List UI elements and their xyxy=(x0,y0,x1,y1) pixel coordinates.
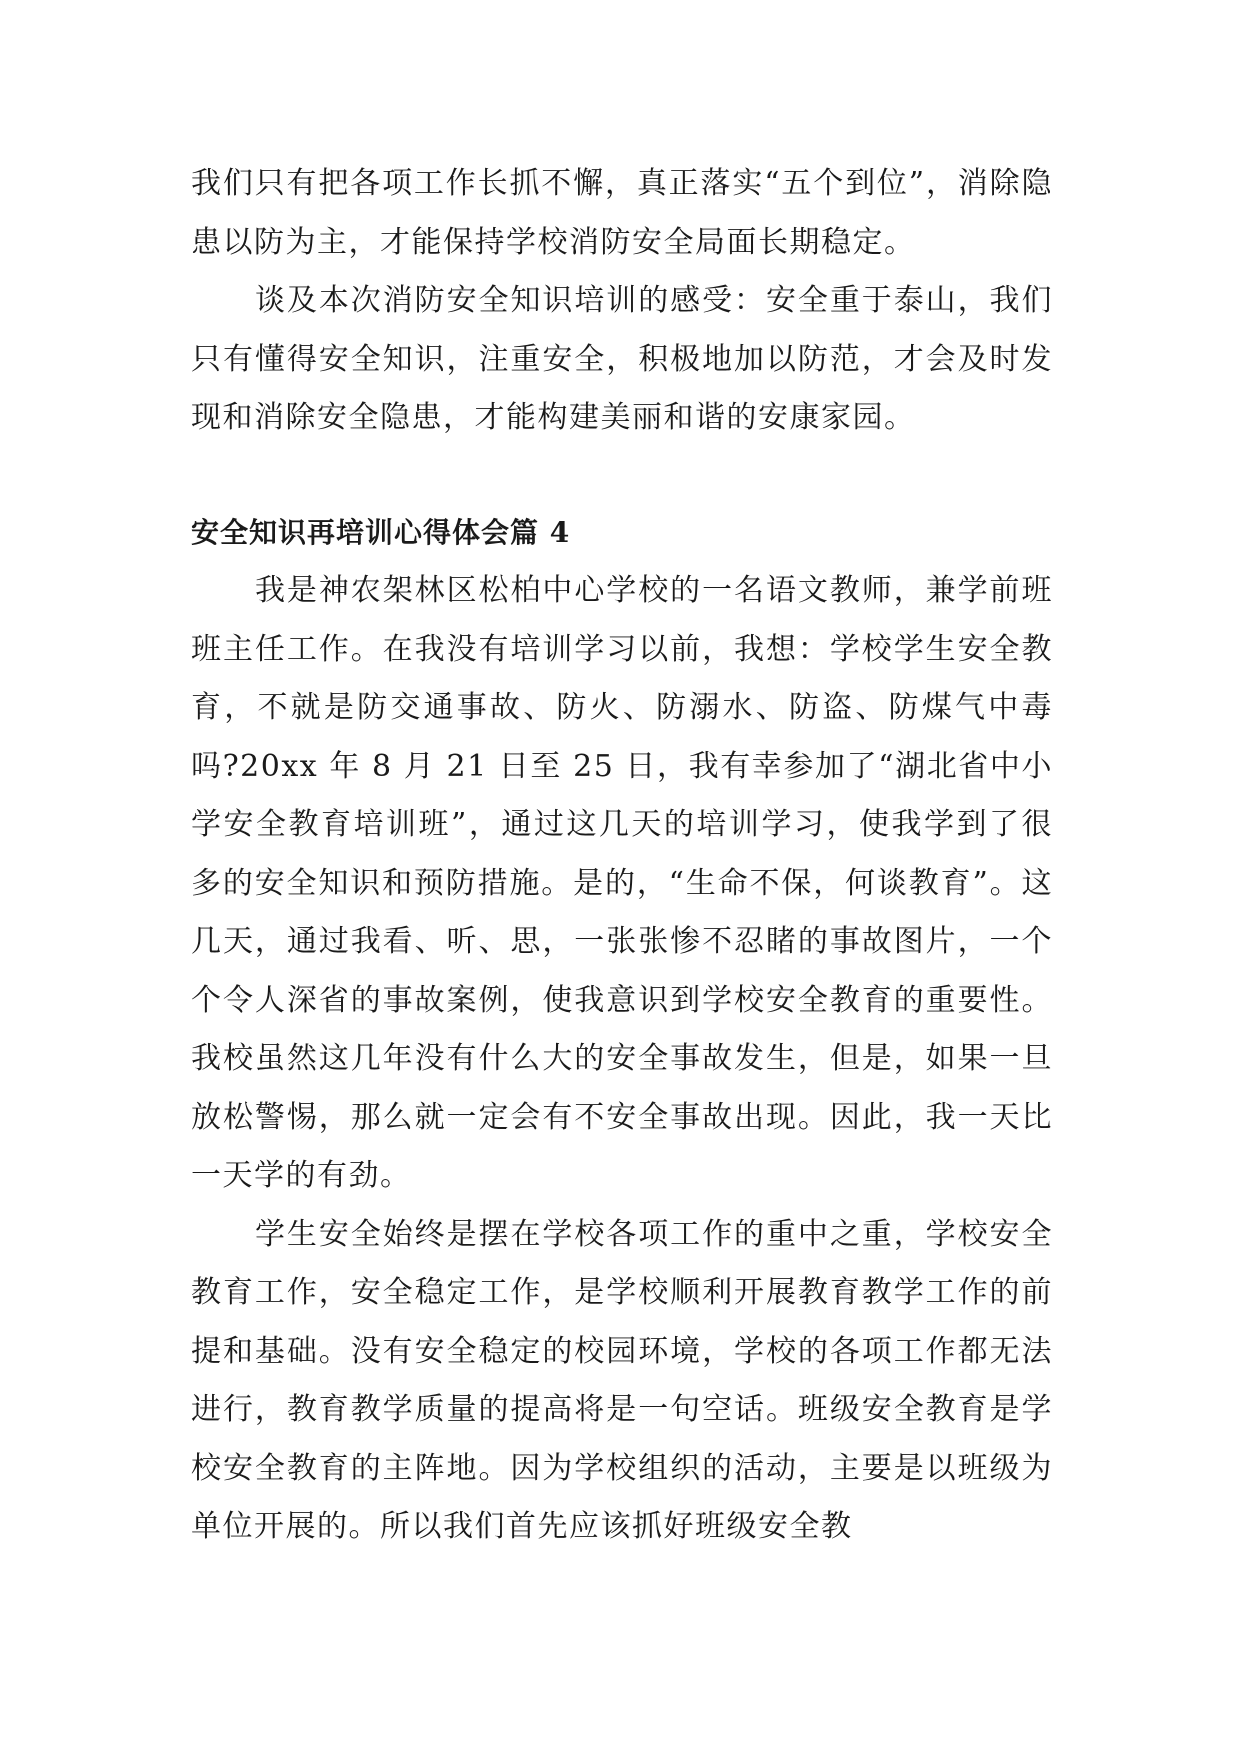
paragraph-continued: 我们只有把各项工作长抓不懈，真正落实“五个到位”，消除隐患以防为主，才能保持学校消防安全局面长期稳定。 xyxy=(191,166,1053,260)
paragraph-training-feeling: 谈及本次消防安全知识培训的感受：安全重于泰山，我们只有懂得安全知识，注重安全，积极地加以防范，才会及时发现和消除安全隐患，才能构建美丽和谐的安康家园。 xyxy=(191,283,1053,435)
paragraph-teacher-intro: 我是神农架林区松柏中心学校的一名语文教师，兼学前班班主任工作。在我没有培训学习以前，我想：学校学生安全教育，不就是防交通事故、防火、防溺水、防盗、防煤气中毒吗?20xx 年 8 月 21 日至 25 日，我有幸参加了“湖北省中小学安全教育培训班”，通过这几天的培训学习，使我学到了很多的安全知识和预防措施。是的，“生命不保，何谈教育”。这几天，通过我看、听、思，一张张惨不忍睹的事故图片，一个个令人深省的事故案例，使我意识到学校安全教育的重要性。我校虽然这几年没有什么大的安全事故发生，但是，如果一旦放松警惕，那么就一定会有不安全事故出现。因此，我一天比一天学的有劲。 xyxy=(191,573,1053,1193)
section-title: 安全知识再培训心得体会篇 4 xyxy=(191,515,571,549)
paragraph-student-safety: 学生安全始终是摆在学校各项工作的重中之重，学校安全教育工作，安全稳定工作，是学校顺利开展教育教学工作的前提和基础。没有安全稳定的校园环境，学校的各项工作都无法进行，教育教学质量的提高将是一句空话。班级安全教育是学校安全教育的主阵地。因为学校组织的活动，主要是以班级为单位开展的。所以我们首先应该抓好班级安全教 xyxy=(191,1216,1053,1544)
document-page xyxy=(191,155,1053,1557)
